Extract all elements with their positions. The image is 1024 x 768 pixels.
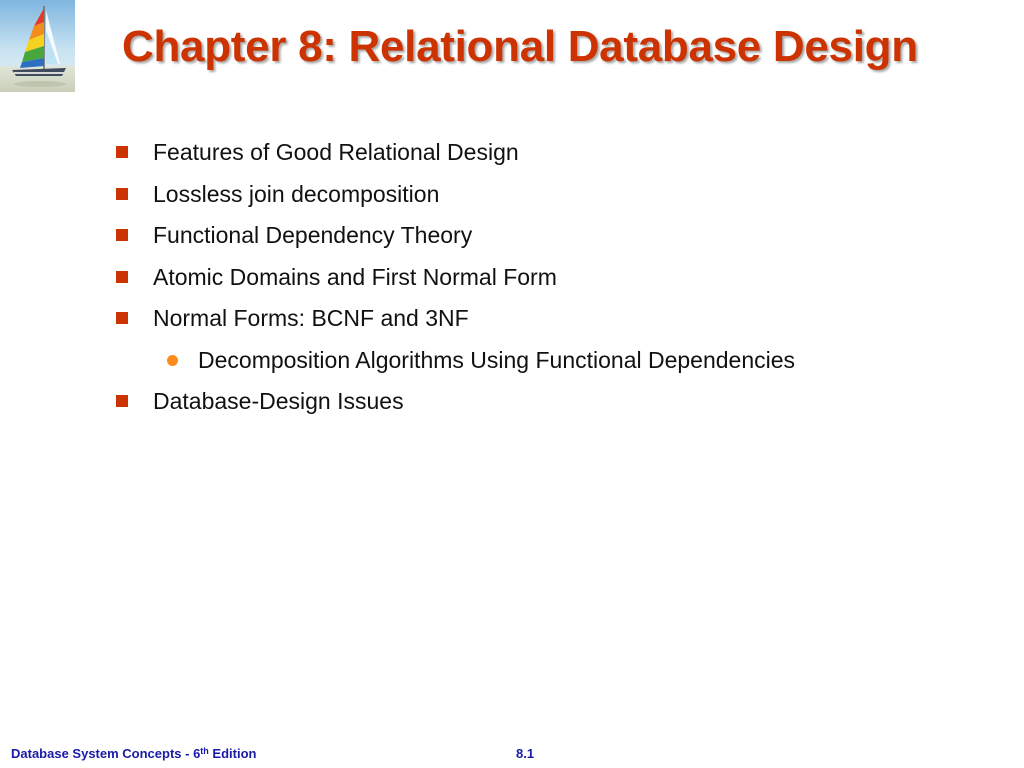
- square-bullet-icon: [116, 395, 128, 407]
- sailboat-icon: [0, 0, 75, 92]
- bullet-text: Atomic Domains and First Normal Form: [153, 263, 557, 290]
- dot-bullet-icon: [167, 355, 178, 366]
- bullet-item: [116, 300, 795, 342]
- bullet-text: Features of Good Relational Design: [153, 139, 519, 165]
- square-bullet-icon: [116, 271, 128, 283]
- footer-book-suffix: Edition: [208, 746, 257, 761]
- footer-book-prefix: Database System Concepts - 6: [11, 746, 201, 761]
- bullet-item: [116, 134, 795, 176]
- square-bullet-icon: [116, 229, 128, 241]
- square-bullet-icon: [116, 146, 128, 158]
- bullet-text: Lossless join decomposition: [153, 180, 440, 207]
- square-bullet-icon: [116, 312, 128, 324]
- bullet-item: [116, 176, 795, 218]
- slide-title: Chapter 8: Relational Database Design: [122, 22, 918, 71]
- bullet-text: Functional Dependency Theory: [153, 222, 473, 248]
- footer-book-title: [11, 746, 256, 761]
- bullet-item: [116, 259, 795, 301]
- bullet-text: Database-Design Issues: [153, 388, 404, 414]
- page-number: 8.1: [516, 746, 535, 761]
- bullet-item: [116, 217, 795, 259]
- sub-bullet-item: [116, 342, 795, 384]
- square-bullet-icon: [116, 188, 128, 200]
- bullet-item: [116, 383, 795, 425]
- footer-book-superscript: th: [200, 746, 209, 756]
- bullet-list: [116, 134, 795, 425]
- bullet-text: Decomposition Algorithms Using Functional Dependencies: [198, 346, 796, 373]
- bullet-text: Normal Forms: BCNF and 3NF: [153, 305, 469, 331]
